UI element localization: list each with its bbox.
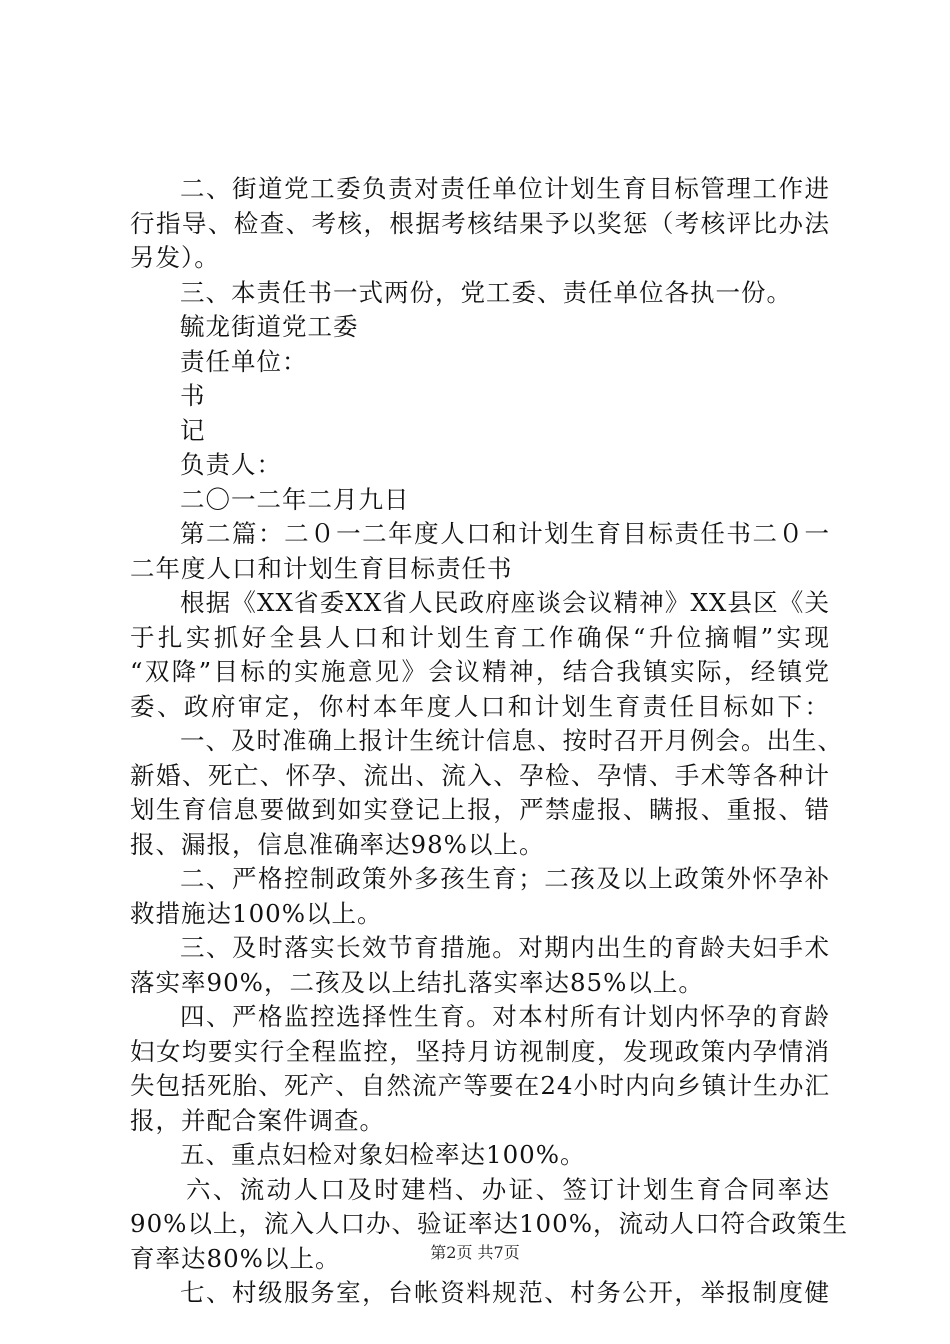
text-line: “双降”目标的实施意见》会议精神，结合我镇实际，经镇党 [130,657,830,686]
text-line: 救措施达100%以上。 [130,898,383,928]
text-line: 行指导、检查、考核，根据考核结果予以奖惩（考核评比办法 [130,208,830,238]
text-line: 记 [180,415,206,445]
text-line: 二、严格控制政策外多孩生育；二孩及以上政策外怀孕补 [180,864,830,893]
text-line: 书 [180,381,206,410]
date-line: 二〇一二年二月九日 [180,484,410,514]
text-line: 失包括死胎、死产、自然流产等要在24小时内向乡镇计生办汇 [130,1071,830,1100]
text-line: 责任单位： [180,346,308,376]
section-heading: 第二篇：二０一二年度人口和计划生育目标责任书二０一 [180,519,830,548]
text-line: 根据《XX省委XX省人民政府座谈会议精神》XX县区《关 [180,588,830,617]
text-line: 落实率90%，二孩及以上结扎落实率达85%以上。 [130,967,704,997]
text-line: 委、政府审定，你村本年度人口和计划生育责任目标如下： [130,691,830,721]
text-line: 负责人： [180,450,282,479]
text-line: 毓龙街道党工委 [180,312,359,341]
text-line: 另发）。 [130,243,220,272]
text-line: 90%以上，流入人口办、验证率达100%，流动人口符合政策生 [130,1209,848,1238]
text-line: 一、及时准确上报计生统计信息、按时召开月例会。出生、 [180,726,843,755]
text-line: 妇女均要实行全程监控，坚持月访视制度，发现政策内孕情消 [130,1036,830,1066]
text-line: 五、重点妇检对象妇检率达100%。 [180,1140,586,1169]
document-body [130,172,848,1311]
text-line: 报，并配合案件调查。 [130,1105,385,1135]
text-line: 六、流动人口及时建档、办证、签订计划生育合同率达 [186,1174,830,1204]
text-line: 二、街道党工委负责对责任单位计划生育目标管理工作进 [180,174,830,203]
text-line: 三、本责任书一式两份，党工委、责任单位各执一份。 [180,277,792,307]
page-number-footer: 第2页 共7页 [430,1243,520,1262]
text-line: 七、村级服务室，台帐资料规范、村务公开，举报制度健 [180,1278,830,1307]
text-line: 四、严格监控选择性生育。对本村所有计划内怀孕的育龄 [180,1002,830,1031]
text-line: 育率达80%以上。 [130,1243,341,1273]
text-line: 报、漏报，信息准确率达98%以上。 [130,829,545,859]
text-line: 划生育信息要做到如实登记上报，严禁虚报、瞒报、重报、错 [130,795,830,824]
text-line: 新婚、死亡、怀孕、流出、流入、孕检、孕情、手术等各种计 [130,760,830,790]
text-line: 于扎实抓好全县人口和计划生育工作确保“升位摘帽”实现 [130,622,830,652]
section-heading: 二年度人口和计划生育目标责任书 [130,553,513,583]
text-line: 三、及时落实长效节育措施。对期内出生的育龄夫妇手术 [180,933,830,962]
